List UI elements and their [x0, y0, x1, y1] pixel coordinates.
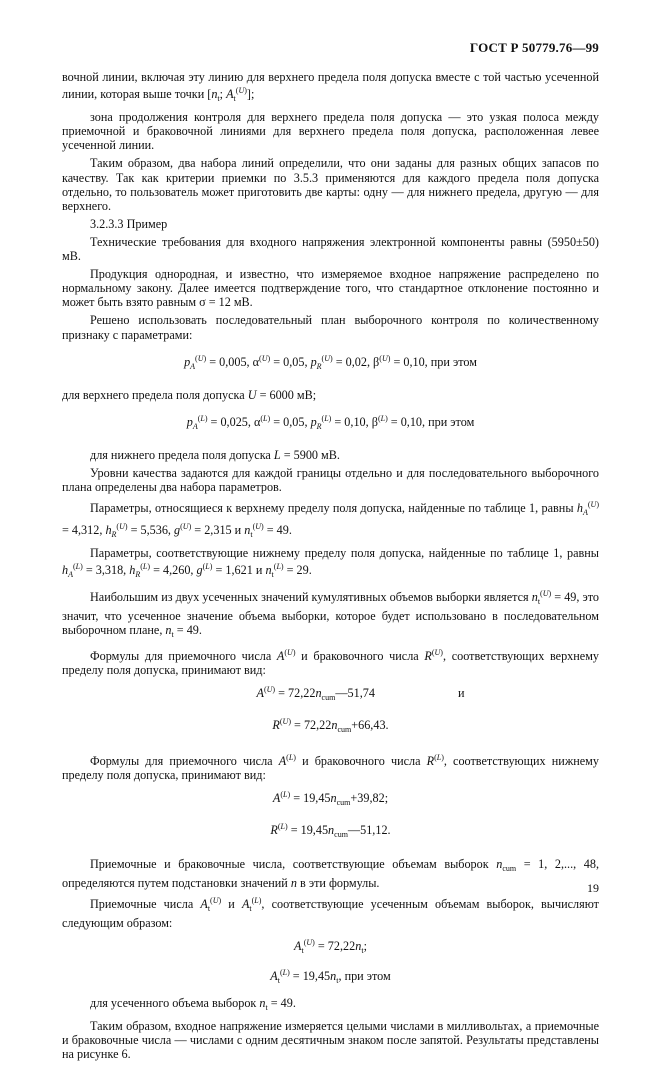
paragraph-lower-table: Параметры, соответствующие нижнему пределу поля допуска, найденные по таблице 1, равны $h_A^{(L)} = 3,318$, $h_R^{(L)} = 4,260$, $g^{(L)} = 1,621$ и $n_t^{(L)} = 29$.	[62, 546, 599, 580]
document-body	[62, 70, 599, 1066]
paragraph-upper-formulas: Формулы для приемочного числа $A^{(U)}$ и браковочного числа $R^{(U)}$, соответствующих верхнему пределу поля допуска, принимают вид:	[62, 647, 599, 677]
formula-r-lower: $R^{(L)}$ = $19,45n_{cum}—51,12$.	[270, 822, 391, 840]
paragraph-quality-levels: Уровни качества задаются для каждой границы отдельно и для последовательного выборочного плана определены два набора параметров.	[62, 465, 599, 495]
paragraph-continuation: вочной линии, включая эту линию для верхнего предела поля допуска вместе с той частью усеченной линии, которая выше точки [$n_t$; $A_t^{(U)}$];	[62, 70, 599, 104]
paragraph-truncated-n: для усеченного объема выборок $n_t = 49$.	[90, 996, 296, 1013]
paragraph-upper-limit: для верхнего предела поля допуска U = 6000 мВ;	[62, 387, 317, 402]
paragraph-lower-formulas: Формулы для приемочного числа $A^{(L)}$ и браковочного числа $R^{(L)}$, соответствующих нижнему пределу поля допуска, принимают вид:	[62, 753, 599, 783]
formula-a-lower: $A^{(L)} = 19,45n_{cum}+39,82$;	[272, 790, 389, 808]
section-heading: 3.2.3.3 Пример	[90, 216, 168, 231]
paragraph-conclusion: Таким образом, входное напряжение измеряется целыми числами в милливольтах, а приемочные и браковочные числа — числами с одним десятичным знаком после запятой. Результаты представлены на рисунке 6.	[62, 1019, 599, 1062]
formula-r-upper: $R^{(U)} = 72,22n_{cum}+66,43$.	[272, 717, 389, 735]
document-header: ГОСТ Р 50779.76—99	[469, 40, 599, 55]
paragraph-substitution: Приемочные и браковочные числа, соответствующие объемам выборок $n_{cum} = 1$, 2,..., 48, определяются путем подстановки значений n в эти формулы.	[62, 856, 600, 890]
paragraph-requirements: Технические требования для входного напряжения электронной компоненты равны (5950±50) мВ.	[62, 234, 599, 264]
page-number: 19	[587, 881, 599, 895]
formula-at-upper: $A_t^{(U)} = 72,22n_t$;	[294, 937, 367, 955]
paragraph-lower-limit: для нижнего предела поля допуска L = 5900 мВ.	[90, 447, 340, 462]
formula-upper-params: $p_A^{(U)} = 0,005$, $\alpha^{(U)} = 0,05$, $p_R^{(U)} = 0,02$, $\beta^{(U)} = 0,10$, при этом	[184, 353, 477, 371]
paragraph-two-sets: Таким образом, два набора линий определили, что они заданы для разных общих запасов по качеству. Так как критерии приемки по 3.5.3 применяются для каждого предела поля допуска отдельно, то пользователь может приготовить две карты: одну — для нижнего предела, другую — для верхнего.	[62, 156, 599, 213]
paragraph-plan: Решено использовать последовательный план выборочного контроля по количественному признаку с параметрами:	[62, 313, 599, 342]
paragraph-distribution: Продукция однородная, и известно, что измеряемое входное напряжение распределено по нормальному закону. Далее имеется подтверждение того, что стандартное отклонение постоянно и может быть взято равным σ = 12 мВ.	[62, 267, 599, 310]
formula-at-lower: $A_t^{(L)} = 19,45n_t$, при этом	[270, 968, 391, 986]
formula-a-upper: $A^{(U)}$ = $72,22n_{cum}—51,74$ и	[256, 685, 465, 702]
paragraph-truncated-accept: Приемочные числа $A_t^{(U)}$ и $A_t^{(L)}$, соответствующие усеченным объемам выборок, вычисляют следующим образом:	[62, 895, 600, 930]
formula-lower-params: $p_A^{(L)} = 0,025$, $\alpha^{(L)} = 0,05$, $p_R^{(L)} = 0,10$, $\beta^{(L)} = 0,10$, при этом	[186, 413, 475, 431]
paragraph-upper-table: Параметры, относящиеся к верхнему пределу поля допуска, найденные по таблице 1, равны $h_A^{(U)} = 4,312$, $h_R^{(U)} = 5,536$, $g^{(U)} = 2,315$ и $n_t^{(U)} = 49$.	[62, 500, 599, 540]
paragraph-truncated-size: Наибольшим из двух усеченных значений кумулятивных объемов выборки является $n_t^{(U)} = 49$, это значит, что усеченное значение объема выборки, которое будет использовано в последовательном выборочном плане, $n_t = 49$.	[62, 588, 599, 639]
paragraph-zone-definition: зона продолжения контроля для верхнего предела поля допуска — это узкая полоса между приемочной и браковочной линиями для верхнего предела поля допуска, расположенная левее усеченной линии.	[62, 110, 599, 153]
